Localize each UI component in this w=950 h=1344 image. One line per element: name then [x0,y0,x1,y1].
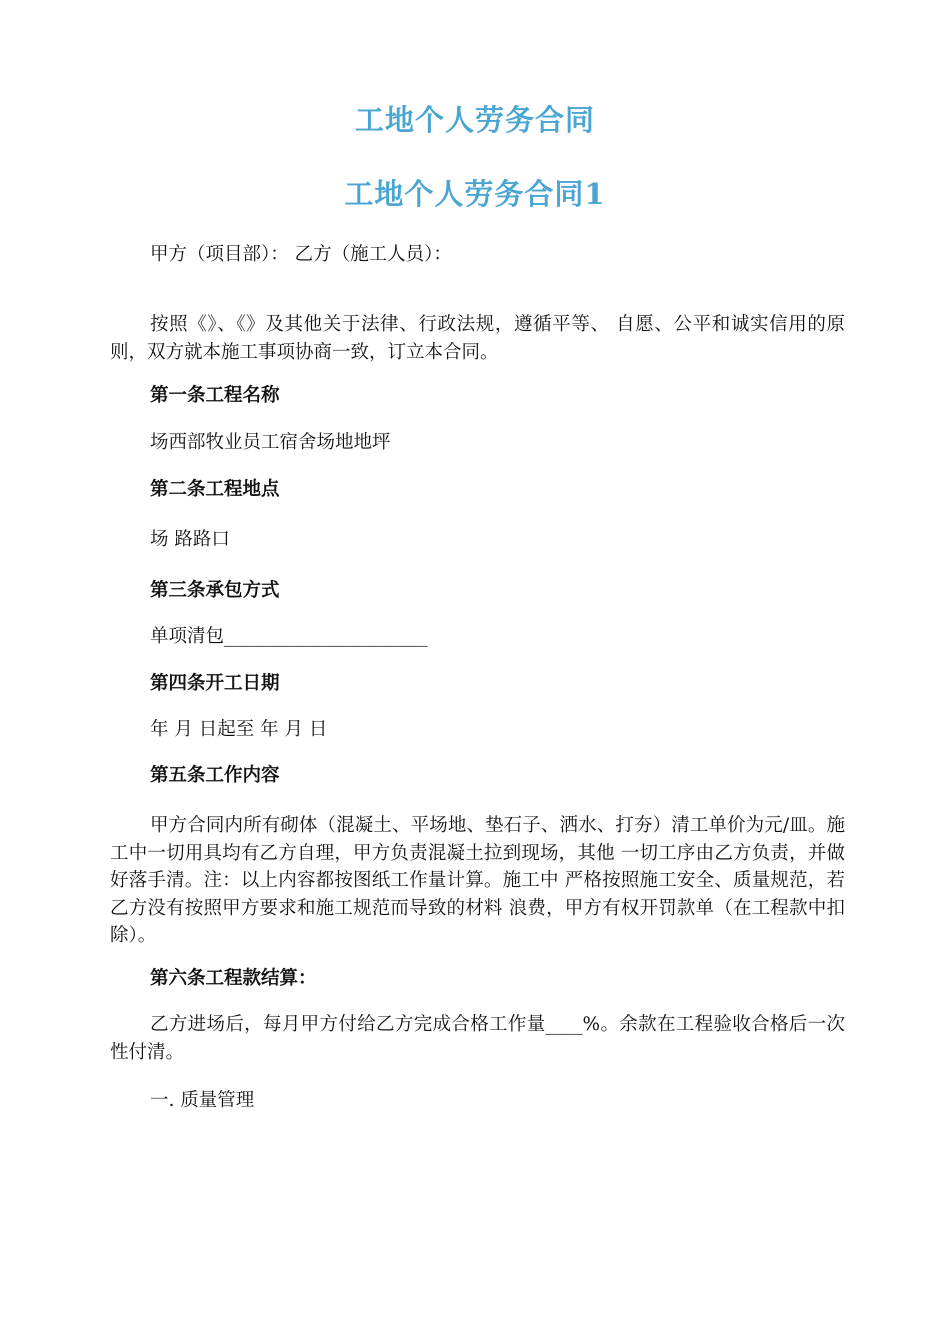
article4-body: 年 月 日起至 年 月 日 [150,719,328,740]
document-subtitle: 工地个人劳务合同1 [344,177,606,211]
article6-heading: 第六条工程款结算： [150,968,317,989]
article1-body: 场西部牧业员工宿舍场地地坪 [150,432,391,453]
article6-body: 乙方进场后，每月甲方付给乙方完成合格工作量____%。余款在工程验收合格后一次性付清。 [110,1014,845,1063]
article1-heading: 第一条工程名称 [150,385,280,406]
article2-body: 场 路路口 [150,529,230,550]
article4-heading: 第四条开工日期 [150,673,280,694]
article2-heading: 第二条工程地点 [150,479,280,500]
article5-heading: 第五条工作内容 [150,765,280,786]
article3-body: 单项清包______________________ [150,626,428,647]
article5-body: 甲方合同内所有砌体（混凝土、平场地、垫石子、洒水、打夯）清工单价为元/皿。施工中一切用具均有乙方自理，甲方负责混凝土拉到现场，其他 一切工序由乙方负责，并做好落手清。注：以上内容都按图纸工作量计算。施工中 严格按照施工安全、质量规范，若乙方没有按照甲方要求和施工规范而导致的材料 浪费，甲方有权开罚款单（在工程款中扣除）。 [110,815,845,946]
intro-paragraph: 按照《》、《》及其他关于法律、行政法规，遵循平等、 自愿、公平和诚实信用的原则，双方就本施工事项协商一致，订立本合同。 [110,314,845,363]
article3-heading: 第三条承包方式 [150,580,280,601]
section-one-heading: 一. 质量管理 [150,1090,255,1111]
document-title: 工地个人劳务合同 [354,103,595,137]
parties-line: 甲方（项目部）： 乙方（施工人员）： [150,244,452,265]
